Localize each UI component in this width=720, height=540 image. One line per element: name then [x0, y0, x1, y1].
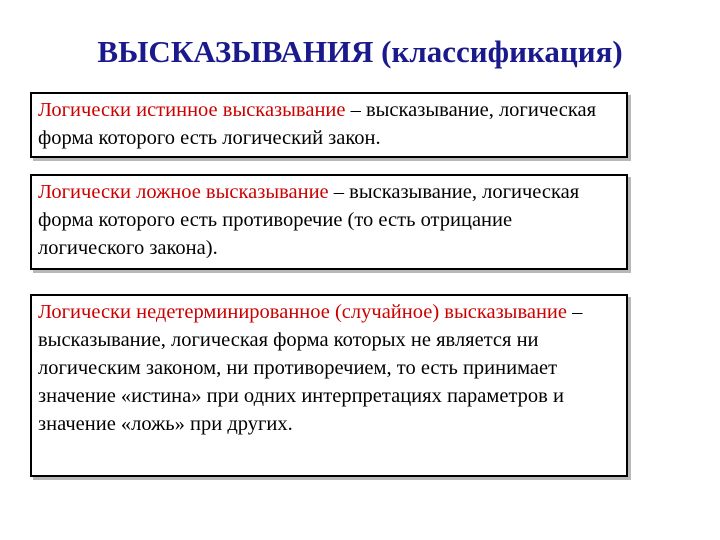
definition-text: – высказывание, логическая форма которого есть противоречие (то есть отрицание логического закона).	[38, 181, 580, 259]
definition-block-false	[30, 174, 628, 270]
definition-text: – высказывание, логическая форма которых не является ни логическим законом, ни противоречием, то есть принимает значение «истина» при одних интерпретациях параметров и значение «ложь» при других.	[38, 301, 583, 435]
definition-block-true	[30, 92, 628, 158]
term-logically-undetermined: Логически недетерминированное (случайное) высказывание	[38, 301, 568, 323]
term-logically-false: Логически ложное высказывание	[38, 181, 329, 203]
slide-title: ВЫСКАЗЫВАНИЯ (классификация)	[97, 34, 623, 69]
definition-text: – высказывание, логическая форма которого есть логический закон.	[38, 99, 597, 149]
definition-block-random	[30, 294, 628, 477]
term-logically-true: Логически истинное высказывание	[38, 99, 346, 121]
